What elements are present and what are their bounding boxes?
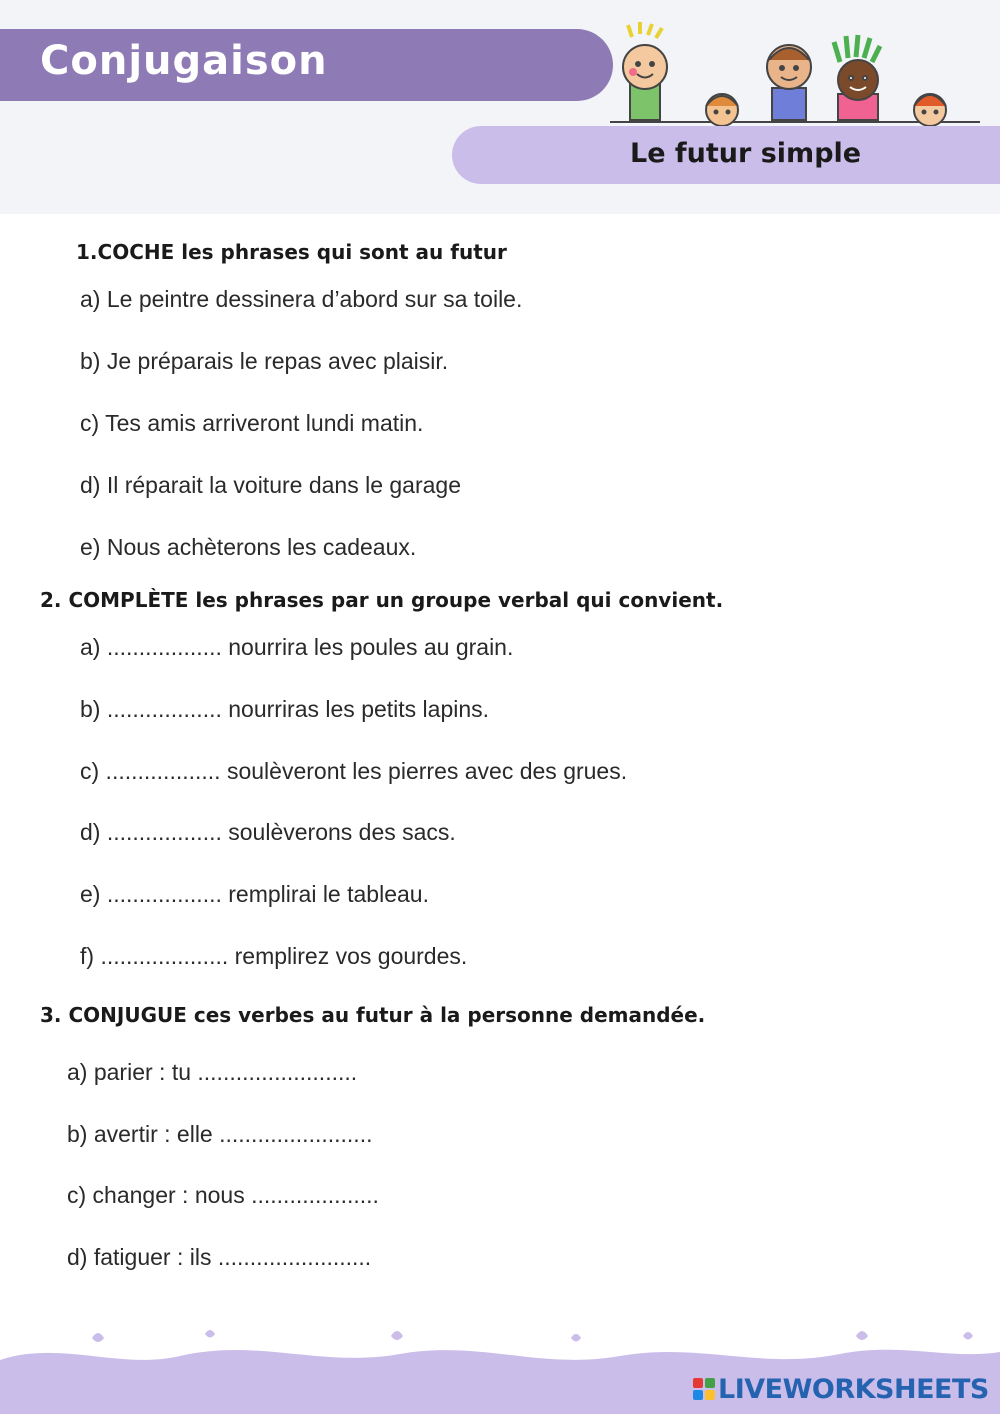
- section-1-title: 1.COCHE les phrases qui sont au futur: [76, 240, 507, 264]
- section-3-item-d[interactable]: d) fatiguer : ils ........................: [67, 1244, 372, 1270]
- liveworksheets-brand[interactable]: [693, 1372, 989, 1406]
- section-1-item-b[interactable]: b) Je préparais le repas avec plaisir.: [80, 348, 449, 374]
- section-2-item-d[interactable]: d) .................. soulèverons des sacs.: [80, 819, 456, 845]
- section-1-item-a[interactable]: a) Le peintre dessinera d’abord sur sa toile.: [80, 286, 523, 312]
- section-3-item-a[interactable]: a) parier : tu .........................: [67, 1059, 358, 1085]
- page-title: Conjugaison: [40, 38, 328, 84]
- section-3-item-c[interactable]: c) changer : nous ....................: [67, 1182, 379, 1208]
- liveworksheets-logo-icon: [693, 1378, 715, 1400]
- section-2-item-e[interactable]: e) .................. remplirai le tableau.: [80, 881, 429, 907]
- section-3-title: 3. CONJUGUE ces verbes au futur à la personne demandée.: [40, 1003, 706, 1027]
- section-2-item-a[interactable]: a) .................. nourrira les poules au grain.: [80, 634, 514, 660]
- section-1-item-c[interactable]: c) Tes amis arriveront lundi matin.: [80, 410, 424, 436]
- page-subtitle: Le futur simple: [630, 138, 862, 169]
- section-1-item-e[interactable]: e) Nous achèterons les cadeaux.: [80, 534, 417, 560]
- brand-name: LIVEWORKSHEETS: [718, 1373, 989, 1405]
- section-2-item-c[interactable]: c) .................. soulèveront les pierres avec des grues.: [80, 758, 628, 784]
- section-1-item-d[interactable]: d) Il réparait la voiture dans le garage: [80, 472, 461, 498]
- children-illustration: [610, 22, 985, 128]
- section-2-item-b[interactable]: b) .................. nourriras les petits lapins.: [80, 696, 490, 722]
- section-3-item-b[interactable]: b) avertir : elle ........................: [67, 1121, 373, 1147]
- section-2-item-f[interactable]: f) .................... remplirez vos gourdes.: [80, 943, 468, 969]
- section-2-title: 2. COMPLÈTE les phrases par un groupe verbal qui convient.: [40, 588, 724, 612]
